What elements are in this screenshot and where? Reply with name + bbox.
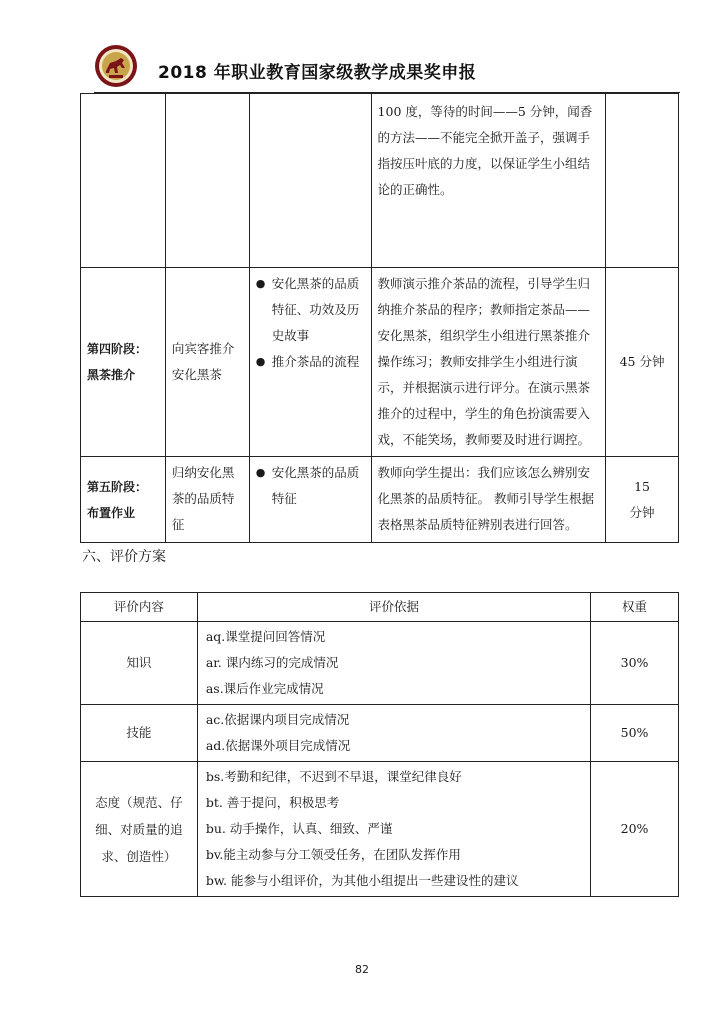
activity-cell: 教师向学生提出：我们应该怎么辨别安化黑茶的品质特征。 教师引导学生根据表格黑茶品质特征辨别表进行回答。 [371,457,606,543]
eval-item: 态度（规范、仔细、对质量的追求、创造性） [81,762,198,897]
time-unit: 分钟 [629,504,655,520]
points-cell [249,268,371,457]
points-cell [249,457,371,543]
criterion: as.课后作业完成情况 [205,681,324,696]
column-header: 评价内容 [81,593,198,622]
section-heading: 六、评价方案 [82,549,166,565]
stage-cell: 第五阶段：布置作业 [81,457,166,543]
eval-weight: 20% [591,762,679,897]
criterion: ac.依据课内项目完成情况 [205,712,350,727]
school-logo-icon [94,44,138,88]
column-header: 权重 [591,593,679,622]
table-header-row [81,593,679,622]
eval-weight: 50% [591,705,679,762]
content-cell: 向宾客推介安化黑茶 [165,268,249,457]
criterion: bu. 动手操作，认真、细致、严谨 [205,821,393,836]
points-list [256,271,365,375]
list-item: ● 推介茶品的流程 [256,349,365,375]
criterion: aq.课堂提问回答情况 [205,629,326,644]
page-title: 2018 年职业教育国家级教学成果奖申报 [158,63,477,83]
stage-cell: 第四阶段：黑茶推介 [81,268,166,457]
time-cell [606,457,679,543]
criterion: bs.考勤和纪律，不迟到不早退，课堂纪律良好 [205,769,462,784]
points-list [256,460,365,512]
criterion: bw. 能参与小组评价，为其他小组提出一些建设性的建议 [205,873,519,888]
eval-criteria [197,705,590,762]
content-cell: 归纳安化黑茶的品质特征 [165,457,249,543]
eval-criteria [197,762,590,897]
criterion: ar. 课内练习的完成情况 [205,655,339,670]
table-row [81,268,679,457]
activity-cell: 100 度，等待的时间——5 分钟，闻香的方法——不能完全掀开盖子，强调手指按压叶底的力度，以保证学生小组结论的正确性。 [371,94,606,268]
stage-cell [81,94,166,268]
time-cell [606,94,679,268]
table-row [81,622,679,705]
time-value: 15 [634,478,650,494]
time-cell: 45 分钟 [606,268,679,457]
table-row [81,762,679,897]
activity-cell: 教师演示推介茶品的流程，引导学生归纳推介茶品的程序；教师指定茶品——安化黑茶，组织学生小组进行黑茶推介操作练习；教师安排学生小组进行演示，并根据演示进行评分。在演示黑茶推介的过程中，学生的角色扮演需要入戏，不能笑场，教师要及时进行调控。 [371,268,606,457]
page-number: 82 [355,963,369,976]
table-row [81,705,679,762]
teaching-stage-table [80,93,679,543]
list-item: ● 安化黑茶的品质特征 [256,460,365,512]
eval-item: 知识 [81,622,198,705]
table-row [81,457,679,543]
eval-criteria [197,622,590,705]
criterion: bv.能主动参与分工领受任务，在团队发挥作用 [205,847,461,862]
eval-item: 技能 [81,705,198,762]
criterion: ad.依据课外项目完成情况 [205,738,351,753]
table-row [81,94,679,268]
criterion: bt. 善于提问，积极思考 [205,795,340,810]
points-cell [249,94,371,268]
content-cell [165,94,249,268]
column-header: 评价依据 [197,593,590,622]
page-header [94,44,654,84]
evaluation-table [80,592,679,897]
list-item: ● 安化黑茶的品质特征、功效及历史故事 [256,271,365,349]
eval-weight: 30% [591,622,679,705]
